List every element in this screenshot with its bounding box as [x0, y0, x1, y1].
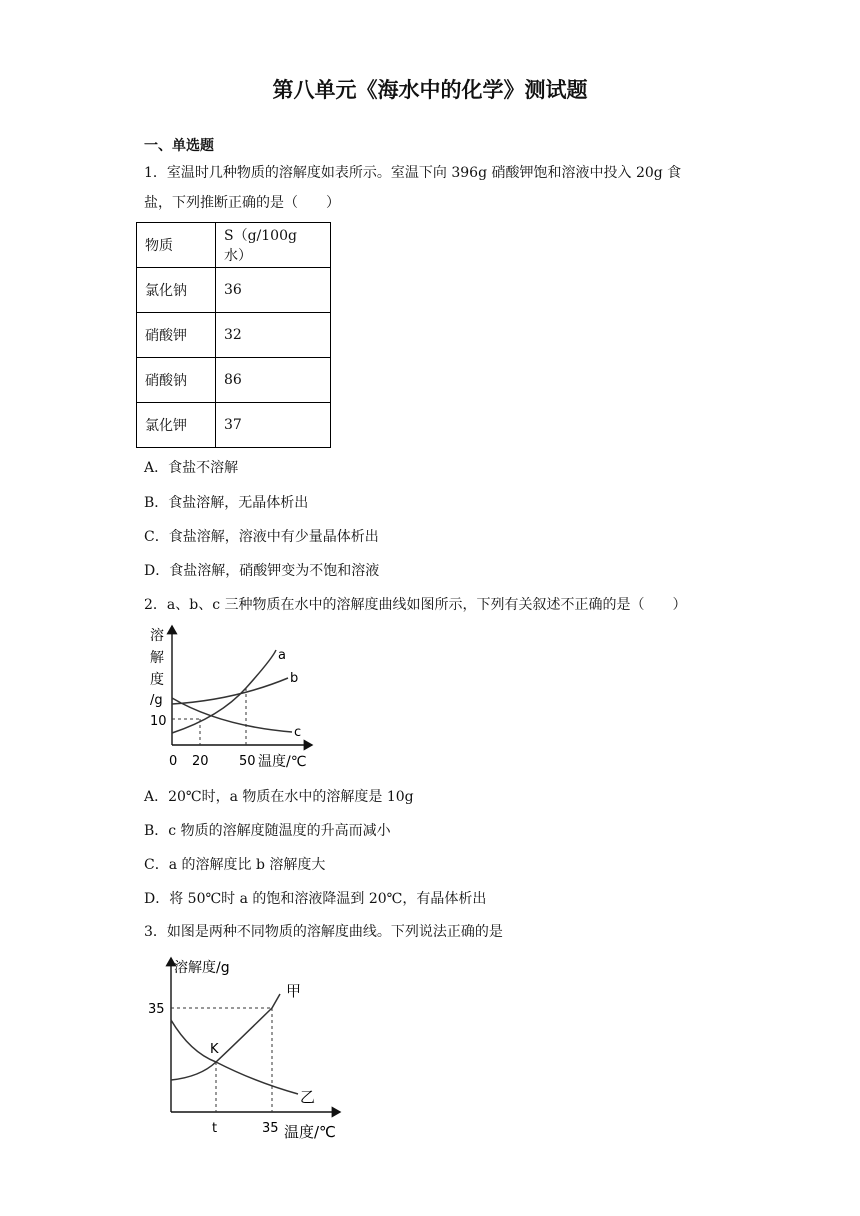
table-header-cell: S（g/100g 水）: [216, 223, 331, 268]
table-cell: 氯化钾: [137, 403, 216, 448]
q2-ylabel-char: 溶: [150, 628, 164, 644]
table-cell: 氯化钠: [137, 268, 216, 313]
q2-x-tick: 20: [192, 754, 209, 769]
q1-stem-line2: 盐，下列推断正确的是（ ）: [144, 195, 340, 211]
q3-xlabel: 温度/℃: [284, 1123, 336, 1141]
table-cell: 32: [216, 313, 331, 358]
q2-ylabel-char: 度: [150, 672, 164, 688]
q2-x-tick: 50: [239, 754, 256, 769]
table-cell: 86: [216, 358, 331, 403]
q1-option-b: B．食盐溶解，无晶体析出: [144, 495, 309, 511]
q3-x-tick: 35: [262, 1121, 279, 1136]
table-row: [137, 268, 331, 313]
table-header-cell: 物质: [137, 223, 216, 268]
table-row: [137, 358, 331, 403]
q2-label-c: c: [294, 725, 302, 740]
table-cell: 硝酸钠: [137, 358, 216, 403]
table-row: [137, 223, 331, 268]
q2-y-tick: 10: [150, 714, 167, 729]
q2-ylabel-char: 解: [150, 650, 164, 666]
q3-stem: 3．如图是两种不同物质的溶解度曲线。下列说法正确的是: [144, 924, 503, 940]
q2-option-b: B．c 物质的溶解度随温度的升高而减小: [144, 823, 391, 839]
q2-option-a: A．20℃时，a 物质在水中的溶解度是 10g: [144, 789, 414, 805]
q2-label-a: a: [278, 648, 286, 663]
q2-option-c: C．a 的溶解度比 b 溶解度大: [144, 857, 326, 873]
solubility-table: [136, 222, 331, 448]
q3-y-tick: 35: [148, 1002, 165, 1017]
q1-option-d: D．食盐溶解，硝酸钾变为不饱和溶液: [144, 563, 380, 579]
q3-point-k: K: [210, 1042, 219, 1057]
q2-ylabel-char: /g: [150, 693, 163, 708]
q2-curve-b: [172, 678, 288, 704]
q3-x-tick: t: [212, 1121, 218, 1136]
q2-stem: 2．a、b、c 三种物质在水中的溶解度曲线如图所示，下列有关叙述不正确的是（ ）: [144, 597, 687, 613]
q3-label-yi: 乙: [300, 1088, 316, 1106]
q1-stem-line1: 1．室温时几种物质的溶解度如表所示。室温下向 396g 硝酸钾饱和溶液中投入 20g 食: [144, 165, 682, 181]
q1-option-c: C．食盐溶解，溶液中有少量晶体析出: [144, 529, 379, 545]
q2-x-tick: 0: [169, 754, 178, 769]
table-cell: 37: [216, 403, 331, 448]
q2-label-b: b: [290, 671, 299, 686]
page-title: 第八单元《海水中的化学》测试题: [272, 78, 588, 102]
table-row: [137, 313, 331, 358]
section-heading: 一、单选题: [144, 138, 214, 154]
table-cell: 36: [216, 268, 331, 313]
q2-solubility-graph: [140, 622, 330, 772]
q3-solubility-graph: [140, 952, 350, 1152]
q2-xlabel: 温度/℃: [258, 754, 307, 770]
q3-label-jia: 甲: [286, 982, 302, 1000]
q3-ylabel: 溶解度/g: [174, 960, 230, 976]
q2-option-d: D．将 50℃时 a 的饱和溶液降温到 20℃，有晶体析出: [144, 891, 487, 907]
q1-option-a: A．食盐不溶解: [144, 460, 239, 476]
table-row: [137, 403, 331, 448]
table-cell: 硝酸钾: [137, 313, 216, 358]
q3-curve-yi: [171, 1020, 298, 1094]
